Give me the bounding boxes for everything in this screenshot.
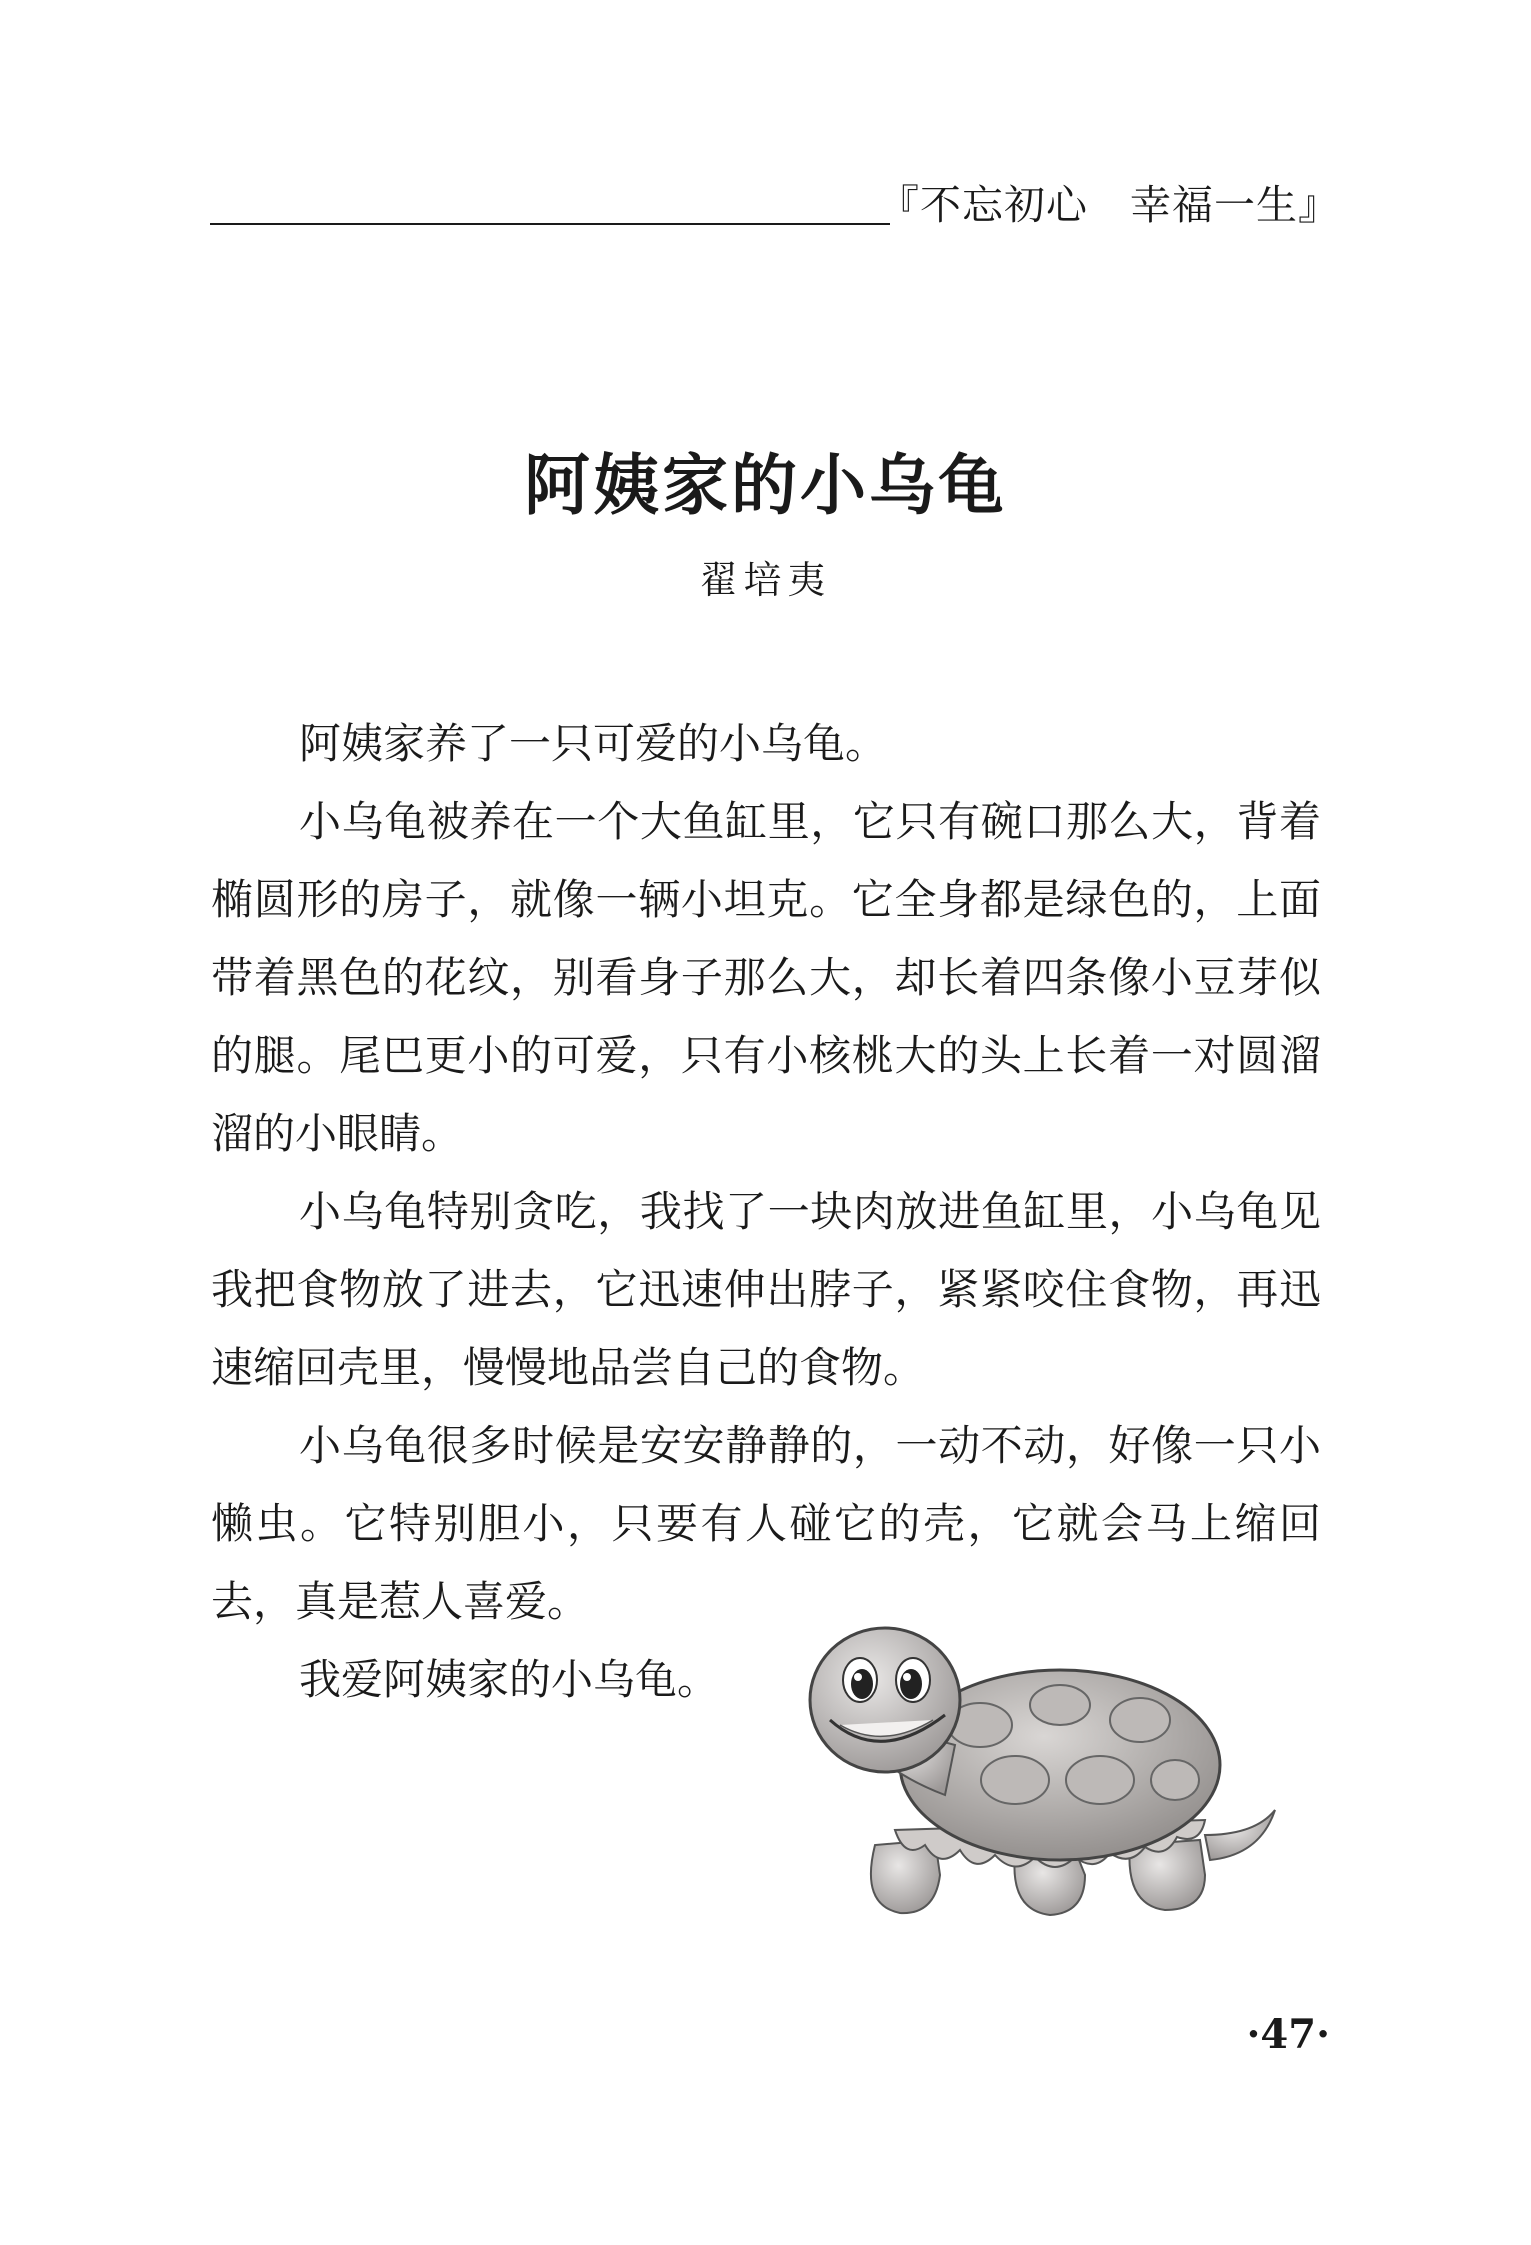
turtle-illustration [805, 1605, 1285, 1925]
article-title: 阿姨家的小乌龟 [524, 446, 1007, 524]
paragraph: 阿姨家养了一只可爱的小乌龟。 [299, 719, 888, 768]
paragraph: 小乌龟被养在一个大鱼缸里，它只有碗口那么大，背着椭圆形的房子，就像一辆小坦克。它全身都是绿色的，上面带着黑色的花纹，别看身子那么大，却长着四条像小豆芽似的腿。尾巴更小的可爱，只有小核桃大的头上长着一对圆溜溜的小眼睛。 [211, 797, 1321, 1158]
running-title: 『不忘初心 幸福一生』 [878, 181, 1340, 229]
article-body [211, 705, 1321, 1719]
paragraph: 小乌龟特别贪吃，我找了一块肉放进鱼缸里，小乌龟见我把食物放了进去，它迅速伸出脖子，紧紧咬住食物，再迅速缩回壳里，慢慢地品尝自己的食物。 [211, 1187, 1321, 1392]
page-number: ·47· [1246, 2011, 1330, 2058]
paragraph: 小乌龟很多时候是安安静静的，一动不动，好像一只小懒虫。它特别胆小，只要有人碰它的壳，它就会马上缩回去，真是惹人喜爱。 [211, 1421, 1321, 1626]
article-author: 翟培夷 [699, 558, 832, 602]
header-rule [210, 223, 890, 225]
paragraph: 我爱阿姨家的小乌龟。 [299, 1655, 720, 1704]
